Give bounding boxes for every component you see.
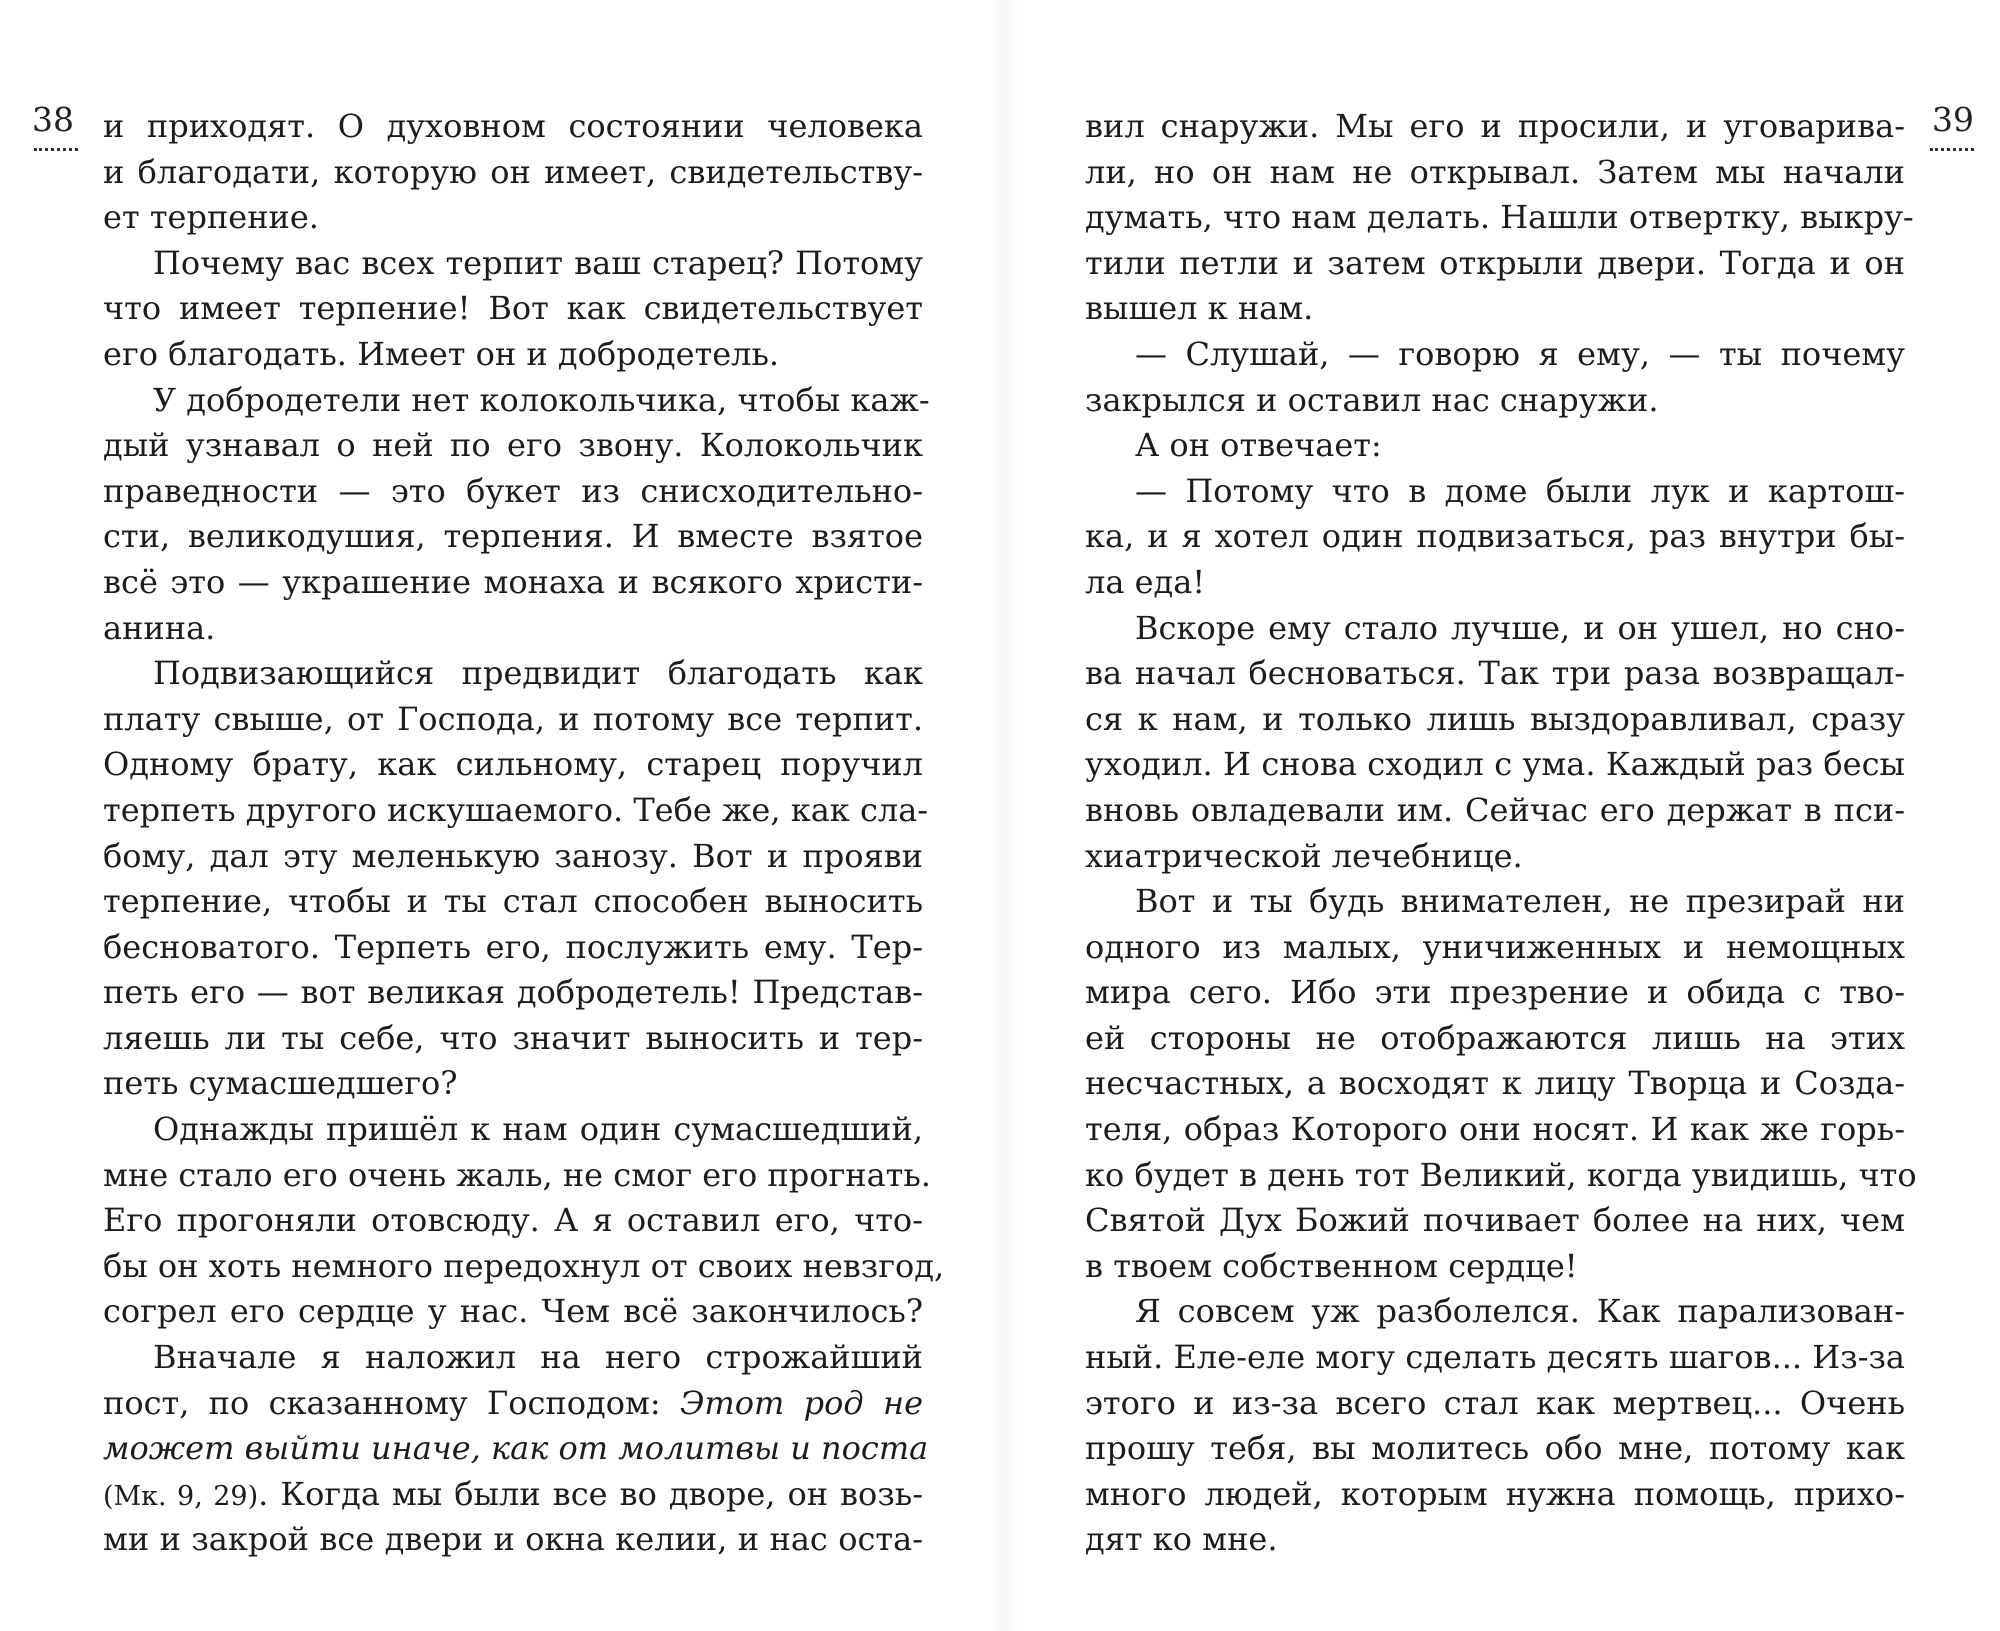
- text-line: [1085, 788, 1905, 834]
- line-text: бы он хоть немного передохнул от своих невзгод,: [103, 1246, 945, 1285]
- text-line: [103, 1153, 931, 1199]
- line-text: дый узнавал о ней по его звону. Колокольчик: [103, 426, 923, 465]
- line-text: терпение, чтобы и ты стал способен выносить: [103, 882, 923, 921]
- line-text: Однажды пришёл к нам один сумасшедший,: [153, 1110, 923, 1149]
- text-line: [1085, 241, 1905, 287]
- text-line: [103, 742, 923, 788]
- line-text: дят ко мне.: [1085, 1520, 1278, 1559]
- text-line: [1085, 742, 1905, 788]
- line-text: мира сего. Ибо эти презрение и обида с тво-: [1085, 973, 1905, 1012]
- text-line: [1085, 560, 1905, 606]
- line-text: одного из малых, уничиженных и немощных: [1085, 927, 1905, 966]
- line-text: уходил. И снова сходил с ума. Каждый раз бесы: [1085, 745, 1905, 784]
- line-text: Святой Дух Божий почивает более на них, чем: [1085, 1201, 1905, 1240]
- text-line: [1085, 1153, 1917, 1199]
- line-text: хиатрической лечебнице.: [1085, 836, 1523, 875]
- line-text: ляешь ли ты себе, что значит выносить и тер-: [103, 1018, 923, 1057]
- line-text: праведности — это букет из снисходительно-: [103, 471, 923, 510]
- line-text: петь его — вот великая добродетель! Представ-: [103, 973, 923, 1012]
- scripture-reference: (Мк. 9, 29): [103, 1480, 259, 1512]
- text-line: [1085, 970, 1905, 1016]
- text-line: [103, 1289, 923, 1335]
- text-line: [103, 150, 923, 196]
- line-text: согрел его сердце у нас. Чем всё закончилось?: [103, 1292, 923, 1331]
- text-line: [1085, 834, 1905, 880]
- line-text: У добродетели нет колокольчика, чтобы каж-: [153, 380, 930, 419]
- line-text: ка, и я хотел один подвизаться, раз внутри бы-: [1085, 517, 1905, 556]
- text-line: [1085, 150, 1905, 196]
- line-text: бесноватого. Терпеть его, послужить ему. Тер-: [103, 927, 923, 966]
- line-text: ет терпение.: [103, 198, 319, 237]
- line-text: вышел к нам.: [1085, 289, 1314, 328]
- text-line: [103, 241, 923, 287]
- text-line: [1085, 1381, 1905, 1427]
- line-text: Одному брату, как сильному, старец поручил: [103, 745, 923, 784]
- text-line: [1085, 195, 1914, 241]
- text-line: [103, 651, 923, 697]
- text-line: [1085, 606, 1905, 652]
- text-line: [1085, 1289, 1905, 1335]
- text-line: [103, 606, 923, 652]
- text-line: [103, 1244, 945, 1290]
- text-line: [1085, 651, 1905, 697]
- line-text: ный. Еле-еле могу сделать десять шагов... Из-за: [1085, 1338, 1905, 1377]
- line-text: Подвизающийся предвидит благодать как: [153, 654, 923, 693]
- text-line: [103, 332, 923, 378]
- line-text: Вначале я наложил на него строжайший: [153, 1338, 923, 1377]
- line-text: сти, великодушия, терпения. И вместе взятое: [103, 517, 923, 556]
- line-text: мне стало его очень жаль, не смог его прогнать.: [103, 1155, 931, 1194]
- text-line: [1085, 1426, 1905, 1472]
- text-line: [103, 1517, 923, 1563]
- text-line: [1085, 879, 1905, 925]
- text-line: [1085, 104, 1905, 150]
- quote-italic: может выйти иначе, как от молитвы и поста: [103, 1429, 929, 1468]
- text-line: [103, 697, 923, 743]
- text-line: [1085, 697, 1905, 743]
- line-text: ся к нам, и только лишь выздоравливал, сразу: [1085, 699, 1905, 738]
- text-line: [1085, 1517, 1905, 1563]
- line-text: А он отвечает:: [1135, 426, 1382, 465]
- line-text: его благодать. Имеет он и добродетель.: [103, 334, 780, 373]
- line-text: анина.: [103, 608, 216, 647]
- line-text: ми и закрой все двери и окна келии, и нас оста-: [103, 1520, 923, 1559]
- line-text: терпеть другого искушаемого. Тебе же, как сла-: [103, 790, 929, 829]
- text-line: [103, 970, 923, 1016]
- text-line: [103, 1426, 929, 1472]
- text-line: [1085, 1244, 1905, 1290]
- text-line: [103, 788, 929, 834]
- text-line: [1085, 1061, 1905, 1107]
- text-line: [103, 1061, 923, 1107]
- text-line: [1085, 1198, 1905, 1244]
- left-page-text: [103, 104, 945, 1563]
- page-number-right: 39: [1932, 100, 1974, 139]
- line-text: бому, дал эту меленькую занозу. Вот и прояви: [103, 836, 923, 875]
- line-text: петь сумасшедшего?: [103, 1064, 458, 1103]
- text-line: [103, 1198, 923, 1244]
- line-text: ли, но он нам не открывал. Затем мы начали: [1085, 152, 1905, 191]
- line-text: что имеет терпение! Вот как свидетельствует: [103, 289, 923, 328]
- line-text: и благодати, которую он имеет, свидетельству-: [103, 152, 923, 191]
- line-text: Я совсем уж разболелся. Как парализован-: [1135, 1292, 1905, 1331]
- line-text: Его прогоняли отовсюду. А я оставил его, что-: [103, 1201, 923, 1240]
- text-line: [1085, 1016, 1905, 1062]
- line-text: прошу тебя, вы молитесь обо мне, потому как: [1085, 1429, 1905, 1468]
- text-line: [103, 378, 930, 424]
- text-line: [103, 1472, 923, 1518]
- line-text: ей стороны не отображаются лишь на этих: [1085, 1018, 1905, 1057]
- text-line: [1085, 925, 1905, 971]
- text-line: [103, 1335, 923, 1381]
- text-line: [103, 195, 923, 241]
- text-line: [103, 423, 923, 469]
- text-line: [103, 1381, 923, 1427]
- line-text: . Когда мы были все во дворе, он возь-: [258, 1474, 924, 1513]
- line-text: много людей, которым нужна помощь, прихо-: [1085, 1474, 1905, 1513]
- text-line: [103, 104, 923, 150]
- text-line: [1085, 1107, 1905, 1153]
- right-page-text: [1085, 104, 1917, 1563]
- line-text: тили петли и затем открыли двери. Тогда и он: [1085, 243, 1905, 282]
- line-text: думать, что нам делать. Нашли отвертку, выкру-: [1085, 198, 1914, 237]
- line-text: вновь овладевали им. Сейчас его держат в пси-: [1085, 790, 1905, 829]
- text-line: [103, 560, 923, 606]
- page-number-ornament-left: [34, 148, 78, 151]
- text-line: [1085, 332, 1905, 378]
- line-text: теля, образ Которого они носят. И как же горь-: [1085, 1110, 1905, 1149]
- text-line: [1085, 286, 1905, 332]
- line-text: Вскоре ему стало лучше, и он ушел, но сно-: [1135, 608, 1905, 647]
- line-text: всё это — украшение монаха и всякого христи-: [103, 562, 923, 601]
- line-text: этого и из-за всего стал как мертвец... Очень: [1085, 1383, 1905, 1422]
- text-line: [1085, 469, 1905, 515]
- text-line: [1085, 1335, 1905, 1381]
- text-line: [103, 469, 923, 515]
- page-number-ornament-right: [1930, 148, 1974, 151]
- line-text: Вот и ты будь внимателен, не презирай ни: [1135, 882, 1905, 921]
- line-text: плату свыше, от Господа, и потому все терпит.: [103, 699, 923, 738]
- line-text: ко будет в день тот Великий, когда увидишь, что: [1085, 1155, 1917, 1194]
- text-line: [1085, 378, 1905, 424]
- line-text: вил снаружи. Мы его и просили, и уговарива-: [1085, 107, 1905, 145]
- line-text: закрылся и оставил нас снаружи.: [1085, 380, 1659, 419]
- text-line: [103, 514, 923, 560]
- line-text: в твоем собственном сердце!: [1085, 1246, 1578, 1285]
- text-line: [103, 286, 923, 332]
- text-line: [1085, 423, 1905, 469]
- line-text: и приходят. О духовном состоянии человека: [103, 107, 923, 145]
- line-text: — Слушай, — говорю я ему, — ты почему: [1135, 334, 1905, 373]
- text-line: [103, 925, 923, 971]
- text-line: [1085, 514, 1905, 560]
- text-line: [103, 1107, 923, 1153]
- line-text: ла еда!: [1085, 562, 1206, 601]
- text-line: [103, 834, 923, 880]
- line-text: ва начал бесноваться. Так три раза возвращал-: [1085, 654, 1905, 693]
- page-number-left: 38: [32, 100, 74, 139]
- text-line: [1085, 1472, 1905, 1518]
- line-text: Почему вас всех терпит ваш старец? Потому: [153, 243, 923, 282]
- line-text: — Потому что в доме были лук и картош-: [1135, 471, 1905, 510]
- text-line: [103, 879, 923, 925]
- text-line: [103, 1016, 923, 1062]
- line-text: пост, по сказанному Господом:: [103, 1383, 680, 1422]
- book-gutter: [990, 0, 1020, 1631]
- quote-italic: Этот род не: [679, 1383, 924, 1422]
- line-text: несчастных, а восходят к лицу Творца и Созда-: [1085, 1064, 1905, 1103]
